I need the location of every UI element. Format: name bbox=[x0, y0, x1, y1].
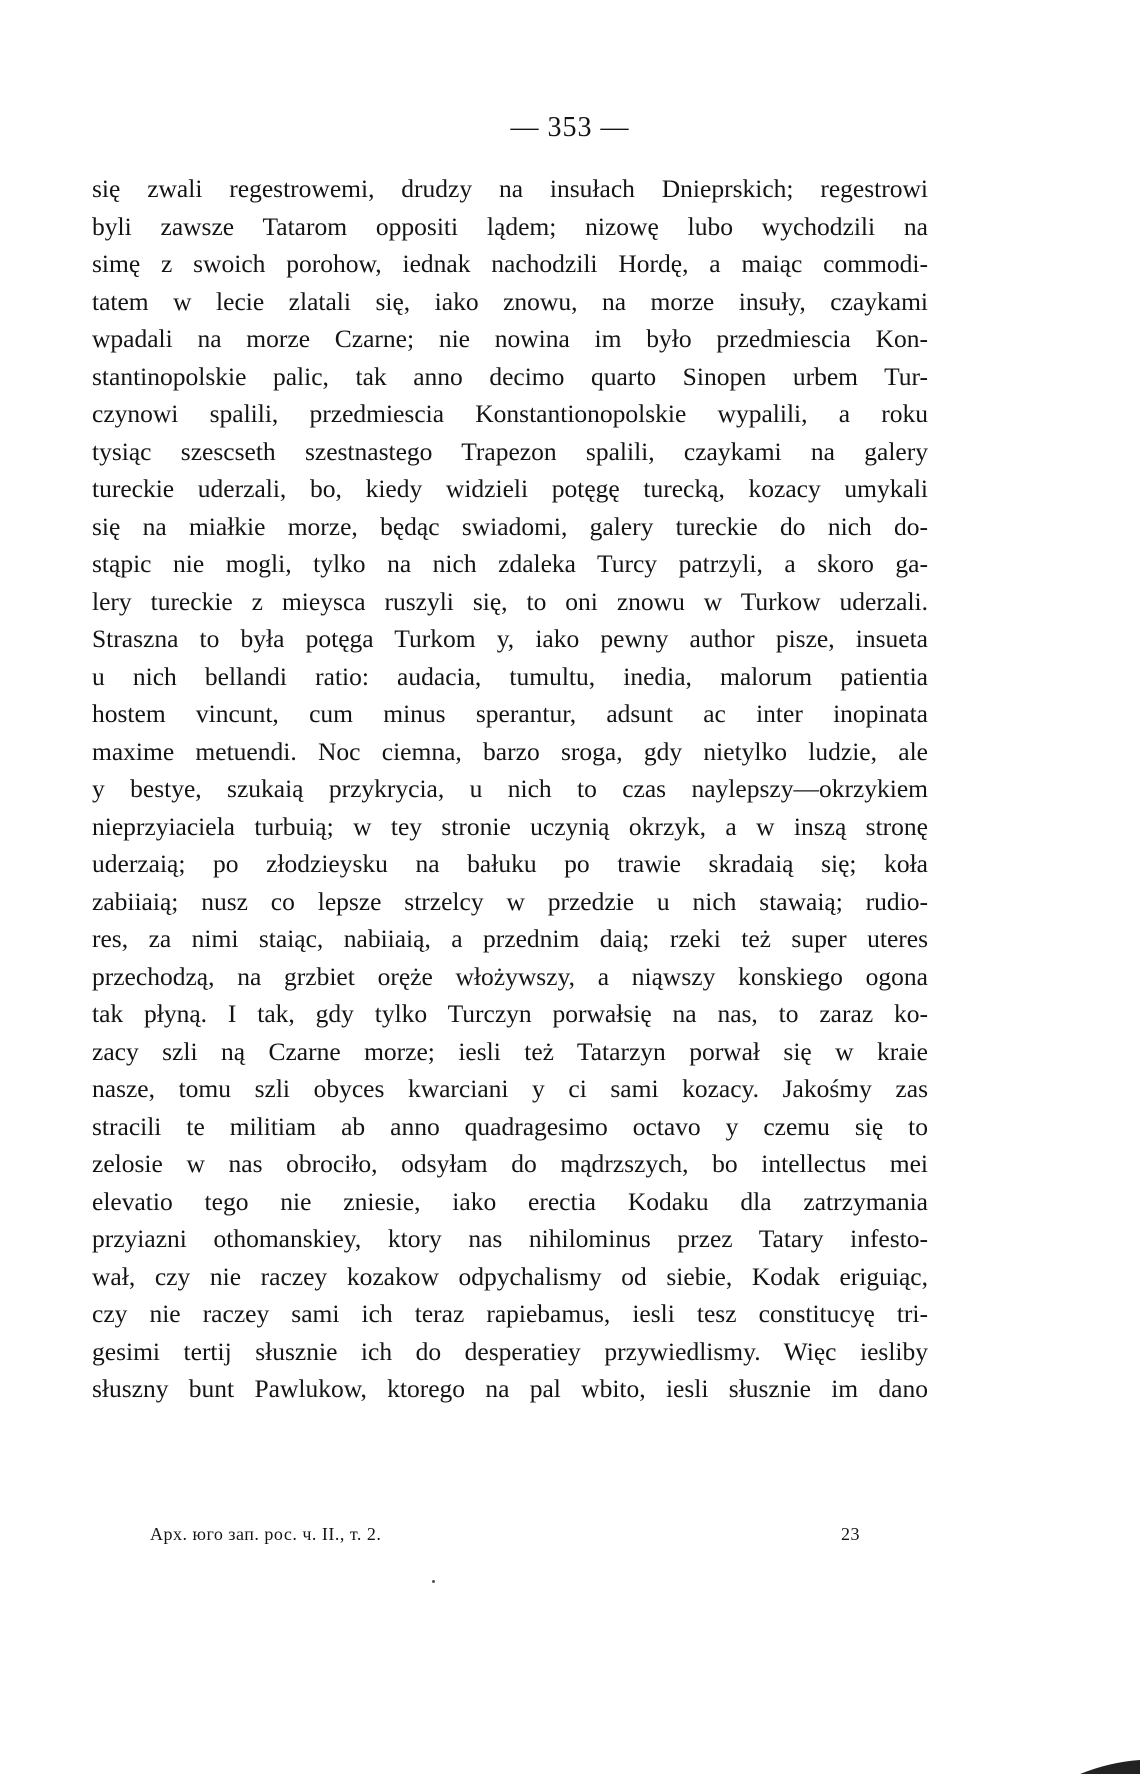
text-line: hostem vincunt, cum minus sperantur, adsunt ac inter inopinata bbox=[92, 699, 928, 728]
text-line: zabiiaią; nusz co lepsze strzelcy w przedzie u nich stawaią; rudio- bbox=[92, 886, 928, 916]
text-line: przyiazni othomanskiey, ktory nas nihilominus przez Tatary infesto- bbox=[92, 1224, 928, 1253]
text-line: nieprzyiaciela turbuią; w tey stronie uczynią okrzyk, a w inszą stronę bbox=[92, 811, 928, 841]
text-line: byli zawsze Tatarom oppositi lądem; nizowę lubo wychodzili na bbox=[92, 211, 928, 241]
text-line: się na miałkie morze, będąc swiadomi, galery tureckie do nich do- bbox=[92, 511, 928, 541]
page-number: — 353 — bbox=[510, 112, 630, 143]
text-line: elevatio tego nie zniesie, iako erectia Kodaku dla zatrzymania bbox=[92, 1186, 928, 1216]
text-line: tysiąc szescseth szestnastego Trapezon spalili, czaykami na galery bbox=[92, 436, 928, 466]
text-line: uderzaią; po złodzieysku na bałuku po trawie skradaią się; koła bbox=[92, 849, 928, 878]
page-corner-shadow bbox=[1080, 1760, 1140, 1774]
text-line: wał, czy nie raczey kozakow odpychalismy od siebie, Kodak eriguiąc, bbox=[92, 1261, 928, 1291]
print-speck bbox=[432, 1580, 435, 1583]
text-line: zelosie w nas obrociło, odsyłam do mądrzszych, bo intellectus mei bbox=[92, 1149, 928, 1178]
text-line: nasze, tomu szli obyces kwarciani y ci sami kozacy. Jakośmy zas bbox=[92, 1074, 928, 1103]
text-line: lery tureckie z mieysca ruszyli się, to oni znowu w Turkow uderzali. bbox=[92, 586, 928, 616]
text-line: się zwali regestrowemi, drudzy na insułach Dnieprskich; regestrowi bbox=[92, 174, 928, 203]
text-line: czy nie raczey sami ich teraz rapiebamus, iesli tesz constitucyę tri- bbox=[92, 1299, 928, 1328]
text-line: przechodzą, na grzbiet oręże włożywszy, a niąwszy konskiego ogona bbox=[92, 961, 928, 991]
text-line: stąpic nie mogli, tylko na nich zdaleka Turcy patrzyli, a skoro ga- bbox=[92, 549, 928, 578]
text-line: tatem w lecie zlatali się, iako znowu, na morze insuły, czaykami bbox=[92, 286, 928, 316]
text-line: wpadali na morze Czarne; nie nowina im było przedmiescia Kon- bbox=[92, 324, 928, 353]
page-footer bbox=[150, 1524, 860, 1545]
text-line: stantinopolskie palic, tak anno decimo quarto Sinopen urbem Tur- bbox=[92, 361, 928, 391]
text-line: res, za nimi staiąc, nabiiaią, a przednim daią; rzeki też super uteres bbox=[92, 924, 928, 953]
text-line: maxime metuendi. Noc ciemna, barzo sroga, gdy nietylko ludzie, ale bbox=[92, 736, 928, 766]
text-line: zacy szli ną Czarne morze; iesli też Tatarzyn porwał się w kraie bbox=[92, 1036, 928, 1066]
text-line: słuszny bunt Pawlukow, ktorego na pal wbito, iesli słusznie im dano bbox=[92, 1374, 928, 1403]
text-line: gesimi tertij słusznie ich do desperatiey przywiedlismy. Więc iesliby bbox=[92, 1336, 928, 1366]
footer-signature: Арх. юго зап. рос. ч. II., т. 2. bbox=[150, 1524, 382, 1544]
footer-sheet-number: 23 bbox=[841, 1524, 860, 1544]
text-line: stracili te militiam ab anno quadragesimo octavo y czemu się to bbox=[92, 1111, 928, 1141]
text-line: y bestye, szukaią przykrycia, u nich to czas naylepszy—okrzykiem bbox=[92, 774, 928, 803]
text-line: tak płyną. I tak, gdy tylko Turczyn porwałsię na nas, to zaraz ko- bbox=[92, 999, 928, 1028]
body-text bbox=[92, 170, 928, 1408]
text-line: tureckie uderzali, bo, kiedy widzieli potęgę turecką, kozacy umykali bbox=[92, 474, 928, 503]
text-line: u nich bellandi ratio: audacia, tumultu, inedia, malorum patientia bbox=[92, 661, 928, 691]
text-line: simę z swoich porohow, iednak nachodzili Hordę, a maiąc commodi- bbox=[92, 249, 928, 278]
text-line: czynowi spalili, przedmiescia Konstantionopolskie wypalili, a roku bbox=[92, 399, 928, 428]
text-line: Straszna to była potęga Turkom y, iako pewny author pisze, insueta bbox=[92, 624, 928, 653]
